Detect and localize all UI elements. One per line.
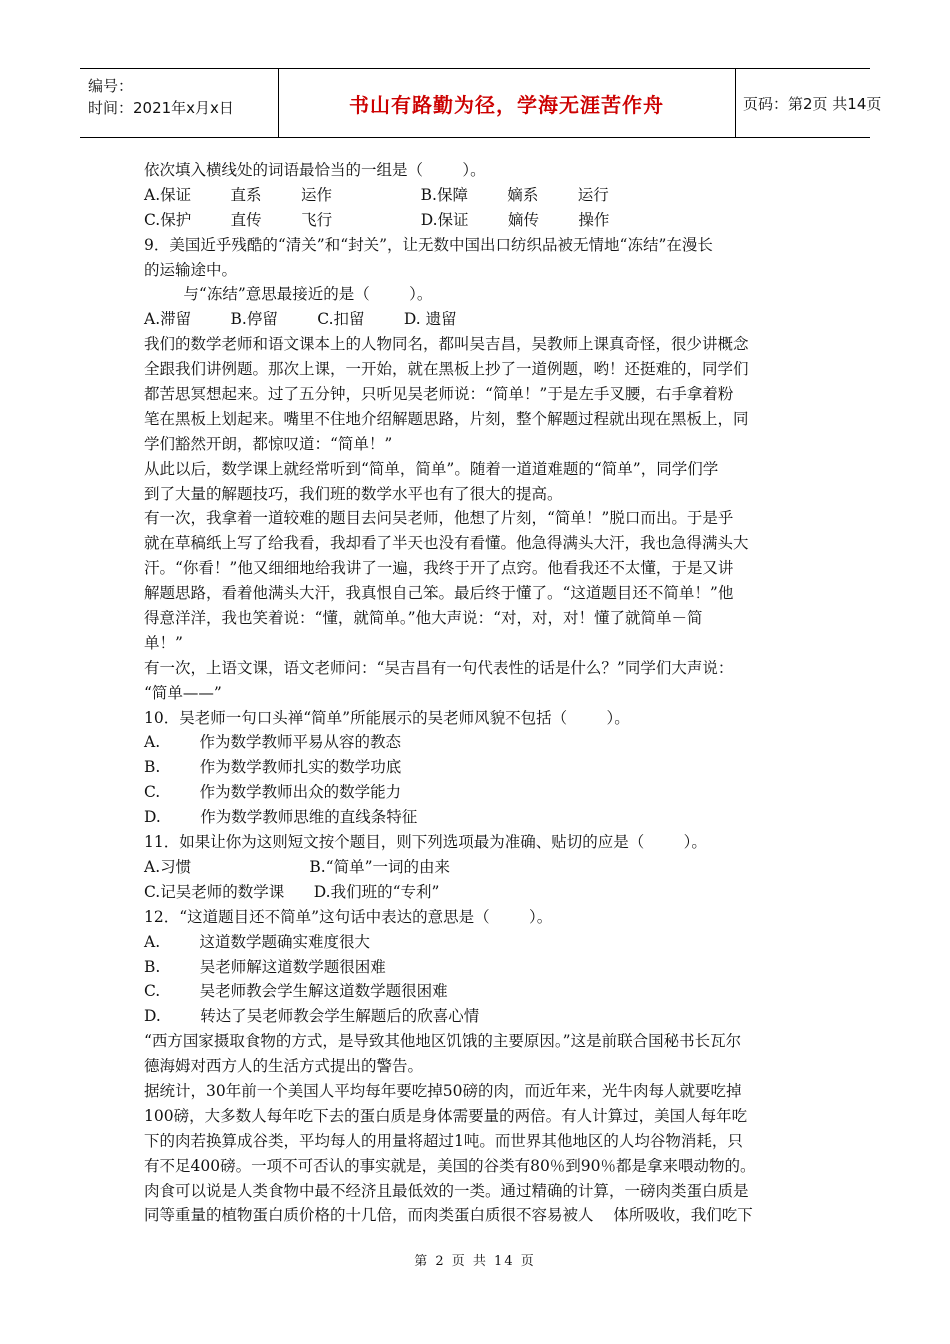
text-line: D. 作为数学教师思维的直线条特征 — [144, 808, 418, 827]
header-motto-cell — [278, 69, 736, 137]
text-line: “西方国家摄取食物的方式，是导致其他地区饥饿的主要原因。”这是前联合国秘书长瓦尔 — [144, 1032, 742, 1051]
page-code: 页码：第2页 共14页 — [743, 94, 882, 113]
text-line: 有不足400磅。一项不可否认的事实就是，美国的谷类有80％到90％都是拿来喂动物的。 — [144, 1156, 756, 1175]
text-line: 的运输途中。 — [144, 260, 238, 279]
text-line: 100磅，大多数人每年吃下去的蛋白质是身体需要量的两倍。有人计算过，美国人每年吃 — [144, 1106, 748, 1125]
text-line: C. 作为数学教师出众的数学能力 — [144, 783, 402, 802]
document-body — [144, 158, 824, 1228]
header-page-cell — [735, 69, 882, 137]
text-line: 11．如果让你为这则短文按个题目，则下列选项最为准确、贴切的应是（ ）。 — [144, 833, 707, 852]
text-line: 肉食可以说是人类食物中最不经济且最低效的一类。通过精确的计算，一磅肉类蛋白质是 — [144, 1181, 749, 1200]
text-line: 12．“这道题目还不简单”这句话中表达的意思是（ ）。 — [144, 907, 553, 926]
header-info-cell — [80, 69, 279, 137]
text-line: 德海姆对西方人的生活方式提出的警告。 — [144, 1057, 424, 1076]
text-line: A. 作为数学教师平易从容的教态 — [144, 733, 402, 752]
text-line: A.保证 直系 运作 B.保障 嫡系 运行 — [144, 185, 609, 204]
text-line: 10．吴老师一句口头禅“简单”所能展示的吴老师风貌不包括（ ）。 — [144, 708, 630, 727]
text-line: 得意洋洋，我也笑着说：“懂，就简单。”他大声说：“对，对，对！懂了就简单－简 — [144, 609, 703, 628]
text-line: B. 吴老师解这道数学题很困难 — [144, 957, 386, 976]
text-line: 全跟我们讲例题。那次上课，一开始，就在黑板上抄了一道例题，哟！还挺难的，同学们 — [144, 360, 749, 379]
text-line: 就在草稿纸上写了给我看，我却看了半天也没有看懂。他急得满头大汗，我也急得满头大 — [144, 534, 749, 553]
page-header — [80, 68, 882, 138]
text-line: 笔在黑板上划起来。嘴里不住地介绍解题思路，片刻，整个解题过程就出现在黑板上，同 — [144, 409, 749, 428]
text-line: 与“冻结”意思最接近的是（ ）。 — [144, 285, 433, 304]
text-line: 依次填入横线处的词语最恰当的一组是（ ）。 — [144, 161, 486, 179]
text-line: C. 吴老师教会学生解这道数学题很困难 — [144, 982, 448, 1001]
text-line: 汗。“你看！”他又细细地给我讲了一遍，我终于开了点窍。他看我还不太懂，于是又讲 — [144, 559, 734, 578]
text-line: 从此以后，数学课上就经常听到“简单，简单”。随着一道道难题的“简单”，同学们学 — [144, 459, 719, 478]
text-line: 单！” — [144, 633, 183, 652]
text-line: A.滞留 B.停留 C.扣留 D. 遗留 — [144, 310, 457, 329]
text-line: A. 这道数学题确实难度很大 — [144, 932, 371, 951]
text-line: 到了大量的解题技巧，我们班的数学水平也有了很大的提高。 — [144, 484, 563, 503]
text-line: A.习惯 B.“简单”一词的由来 — [144, 857, 451, 876]
text-line: 同等重量的植物蛋白质价格的十几倍，而肉类蛋白质很不容易被人 体所吸收，我们吃下 — [144, 1206, 753, 1225]
motto-text: 书山有路勤为径，学海无涯苦作舟 — [349, 92, 664, 117]
text-line: 都苦思冥想起来。过了五分钟，只听见吴老师说：“简单！”于是左手叉腰，右手拿着粉 — [144, 385, 734, 404]
text-line: 学们豁然开朗，都惊叹道：“简单！” — [144, 434, 393, 453]
text-line: 9．美国近乎残酷的“清关”和“封关”，让无数中国出口纺织品被无情地“冻结”在漫长 — [144, 235, 713, 254]
date-label: 时间：2021年x月x日 — [88, 99, 234, 117]
text-line: C.保护 直传 飞行 D.保证 嫡传 操作 — [144, 210, 610, 229]
text-line: 据统计，30年前一个美国人平均每年要吃掉50磅的肉，而近年来，光牛肉每人就要吃掉 — [144, 1081, 742, 1100]
text-line: 解题思路，看着他满头大汗，我真恨自己笨。最后终于懂了。“这道题目还不简单！”他 — [144, 584, 734, 603]
text-line: 有一次，我拿着一道较难的题目去问吴老师，他想了片刻，“简单！”脱口而出。于是乎 — [144, 509, 734, 528]
page-footer: 第 2 页 共 14 页 — [414, 1254, 536, 1269]
text-line: “简单——” — [144, 683, 222, 702]
text-line: 有一次，上语文课，语文老师问：“吴吉昌有一句代表性的话是什么？”同学们大声说： — [144, 658, 734, 677]
text-line: 我们的数学老师和语文课本上的人物同名，都叫吴吉昌，吴教师上课真奇怪，很少讲概念 — [144, 335, 749, 354]
serial-label: 编号： — [88, 77, 134, 95]
text-line: D. 转达了吴老师教会学生解题后的欣喜心情 — [144, 1007, 480, 1026]
text-line: C.记吴老师的数学课 D.我们班的“专利” — [144, 882, 440, 901]
text-line: B. 作为数学教师扎实的数学功底 — [144, 758, 402, 777]
text-line: 下的肉若换算成谷类，平均每人的用量将超过1吨。而世界其他地区的人均谷物消耗，只 — [144, 1131, 743, 1150]
